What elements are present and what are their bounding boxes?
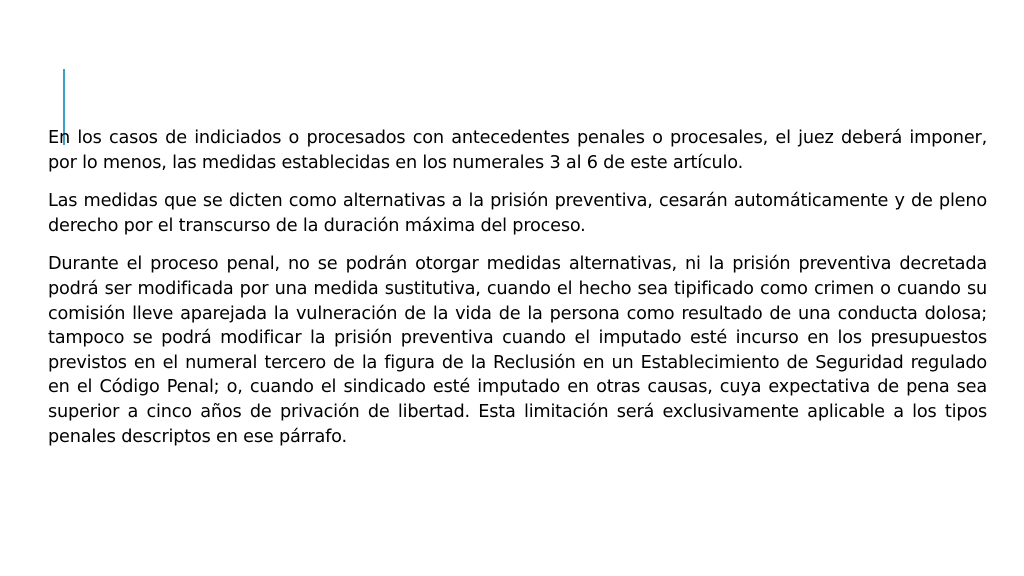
paragraph-1: En los casos de indiciados o procesados con antecedentes penales o procesales, el juez deberá imponer, por lo menos, las medidas establecidas en los numerales 3 al 6 de este artículo. [48, 128, 987, 173]
paragraph-2: Las medidas que se dicten como alternativas a la prisión preventiva, cesarán automáticamente y de pleno derecho por el transcurso de la duración máxima del proceso. [48, 191, 987, 236]
slide-body [48, 126, 987, 463]
paragraph-3: Durante el proceso penal, no se podrán otorgar medidas alternativas, ni la prisión preventiva decretada podrá ser modificada por una medida sustitutiva, cuando el hecho sea tipificado como crimen o cuando su comisión lleve aparejada la vulneración de la vida de la persona como resultado de una conducta dolosa; tampoco se podrá modificar la prisión preventiva cuando el imputado esté incurso en los presupuestos previstos en el numeral tercero de la figura de la Reclusión en un Establecimiento de Seguridad regulado en el Código Penal; o, cuando el sindicado esté imputado en otras causas, cuya expectativa de pena sea superior a cinco años de privación de libertad. Esta limitación será exclusivamente aplicable a los tipos penales descriptos en ese párrafo. [48, 254, 987, 447]
